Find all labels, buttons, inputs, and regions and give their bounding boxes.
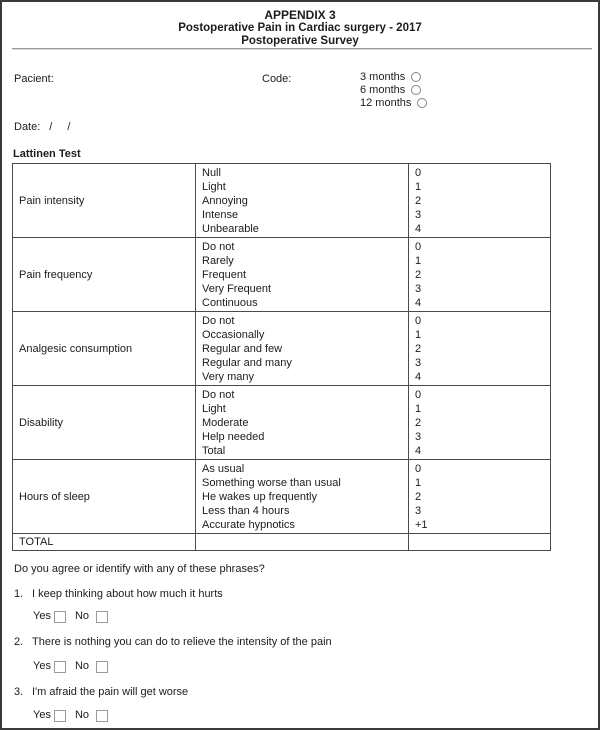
score-value: 3 bbox=[415, 209, 422, 221]
category-cell: Hours of sleep bbox=[13, 460, 196, 534]
question-2 bbox=[14, 636, 332, 649]
patient-label: Pacient: bbox=[14, 73, 54, 85]
option-label: Continuous bbox=[202, 297, 258, 309]
score-value: 0 bbox=[415, 167, 422, 179]
score-value: 1 bbox=[415, 181, 422, 193]
option-label: Occasionally bbox=[202, 329, 265, 341]
scores-cell bbox=[409, 460, 551, 534]
score-value: 0 bbox=[415, 463, 422, 475]
questions-intro: Do you agree or identify with any of these phrases? bbox=[14, 563, 265, 575]
question-text: There is nothing you can do to relieve the intensity of the pain bbox=[32, 636, 332, 648]
yes-label: Yes bbox=[33, 610, 51, 622]
question-text: I keep thinking about how much it hurts bbox=[32, 588, 223, 600]
score-value: 3 bbox=[415, 357, 422, 369]
option-label: Very Frequent bbox=[202, 283, 272, 295]
option-label: Null bbox=[202, 167, 221, 179]
question-number: 2. bbox=[14, 636, 24, 648]
option-label: Do not bbox=[202, 315, 235, 327]
yes-label: Yes bbox=[33, 709, 51, 721]
option-label: Light bbox=[202, 403, 226, 415]
option-label: Something worse than usual bbox=[202, 477, 341, 489]
score-value: 3 bbox=[415, 431, 422, 443]
scores-cell bbox=[409, 386, 551, 460]
score-value: +1 bbox=[415, 519, 428, 531]
category-cell: Analgesic consumption bbox=[13, 312, 196, 386]
option-label: Regular and many bbox=[202, 357, 292, 369]
option-label: As usual bbox=[202, 463, 245, 475]
radio-12-months-icon[interactable] bbox=[417, 98, 427, 108]
code-label: Code: bbox=[262, 73, 292, 85]
question-2-no-checkbox[interactable] bbox=[96, 661, 108, 673]
question-2-answer-row bbox=[33, 660, 108, 673]
question-2-yes-checkbox[interactable] bbox=[54, 661, 66, 673]
question-text: I'm afraid the pain will get worse bbox=[32, 686, 189, 698]
score-value: 2 bbox=[415, 269, 422, 281]
date-row bbox=[14, 121, 70, 134]
radio-6-months-icon[interactable] bbox=[411, 85, 421, 95]
lattinen-test-title: Lattinen Test bbox=[13, 148, 81, 160]
options-cell bbox=[196, 386, 409, 460]
question-number: 1. bbox=[14, 588, 24, 600]
option-label: Intense bbox=[202, 209, 239, 221]
options-cell bbox=[196, 312, 409, 386]
table-row-hours-of-sleep bbox=[13, 460, 551, 534]
score-value: 0 bbox=[415, 315, 422, 327]
score-value: 4 bbox=[415, 371, 422, 383]
document-title: Postoperative Pain in Cardiac surgery - 2017 bbox=[178, 22, 422, 34]
scores-cell bbox=[409, 164, 551, 238]
score-value: 3 bbox=[415, 283, 422, 295]
score-value: 0 bbox=[415, 241, 422, 253]
no-label: No bbox=[74, 610, 90, 622]
score-value: 3 bbox=[415, 505, 422, 517]
yes-label: Yes bbox=[33, 660, 51, 672]
code-option-12-months bbox=[360, 96, 427, 109]
question-3-answer-row bbox=[33, 709, 108, 722]
no-label: No bbox=[74, 660, 90, 672]
score-value: 1 bbox=[415, 329, 422, 341]
table-row-disability bbox=[13, 386, 551, 460]
score-value: 4 bbox=[415, 445, 422, 457]
score-value: 2 bbox=[415, 491, 422, 503]
question-number: 3. bbox=[14, 686, 24, 698]
scores-cell bbox=[409, 238, 551, 312]
score-value: 2 bbox=[415, 417, 422, 429]
option-label: Less than 4 hours bbox=[202, 505, 290, 517]
scores-cell bbox=[409, 312, 551, 386]
score-value: 2 bbox=[415, 195, 422, 207]
option-label: Regular and few bbox=[202, 343, 283, 355]
radio-3-months-icon[interactable] bbox=[411, 72, 421, 82]
table-row-analgesic-consumption bbox=[13, 312, 551, 386]
lattinen-test-table bbox=[12, 163, 551, 551]
table-row-total bbox=[13, 534, 551, 551]
options-cell bbox=[196, 164, 409, 238]
code-option-label: 6 months bbox=[360, 83, 406, 96]
date-separator: / bbox=[49, 121, 53, 133]
table-row-pain-frequency bbox=[13, 238, 551, 312]
document-header bbox=[2, 9, 598, 48]
score-value: 0 bbox=[415, 389, 422, 401]
score-value: 1 bbox=[415, 255, 422, 267]
option-label: Annoying bbox=[202, 195, 248, 207]
survey-subtitle: Postoperative Survey bbox=[241, 35, 359, 47]
code-option-6-months bbox=[360, 83, 427, 96]
option-label: Help needed bbox=[202, 431, 265, 443]
option-label: Unbearable bbox=[202, 223, 259, 235]
option-label: He wakes up frequently bbox=[202, 491, 317, 503]
score-value: 4 bbox=[415, 297, 422, 309]
options-cell bbox=[196, 460, 409, 534]
total-score-blank-cell bbox=[409, 534, 551, 551]
date-label: Date: bbox=[14, 121, 41, 133]
code-option-3-months bbox=[360, 70, 427, 83]
question-3 bbox=[14, 686, 188, 699]
option-label: Do not bbox=[202, 389, 235, 401]
question-1-yes-checkbox[interactable] bbox=[54, 611, 66, 623]
question-1 bbox=[14, 588, 223, 601]
option-label: Accurate hypnotics bbox=[202, 519, 295, 531]
category-cell: Disability bbox=[13, 386, 196, 460]
option-label: Moderate bbox=[202, 417, 249, 429]
score-value: 1 bbox=[415, 403, 422, 415]
code-options-group bbox=[360, 70, 427, 109]
score-value: 1 bbox=[415, 477, 422, 489]
question-1-no-checkbox[interactable] bbox=[96, 611, 108, 623]
option-label: Do not bbox=[202, 241, 235, 253]
category-cell: Pain intensity bbox=[13, 164, 196, 238]
question-3-yes-checkbox[interactable] bbox=[54, 710, 66, 722]
option-label: Rarely bbox=[202, 255, 234, 267]
code-option-label: 12 months bbox=[360, 96, 412, 109]
question-3-no-checkbox[interactable] bbox=[96, 710, 108, 722]
score-value: 2 bbox=[415, 343, 422, 355]
no-label: No bbox=[74, 709, 90, 721]
code-option-label: 3 months bbox=[360, 70, 406, 83]
header-divider bbox=[12, 48, 592, 50]
option-label: Light bbox=[202, 181, 226, 193]
option-label: Frequent bbox=[202, 269, 247, 281]
category-cell: Pain frequency bbox=[13, 238, 196, 312]
appendix-title: APPENDIX 3 bbox=[264, 8, 336, 22]
total-label: TOTAL bbox=[13, 534, 196, 551]
option-label: Very many bbox=[202, 371, 254, 383]
date-separator: / bbox=[67, 121, 71, 133]
options-cell bbox=[196, 238, 409, 312]
score-value: 4 bbox=[415, 223, 422, 235]
total-options-blank-cell bbox=[196, 534, 409, 551]
option-label: Total bbox=[202, 445, 226, 457]
table-row-pain-intensity bbox=[13, 164, 551, 238]
question-1-answer-row bbox=[33, 610, 108, 623]
